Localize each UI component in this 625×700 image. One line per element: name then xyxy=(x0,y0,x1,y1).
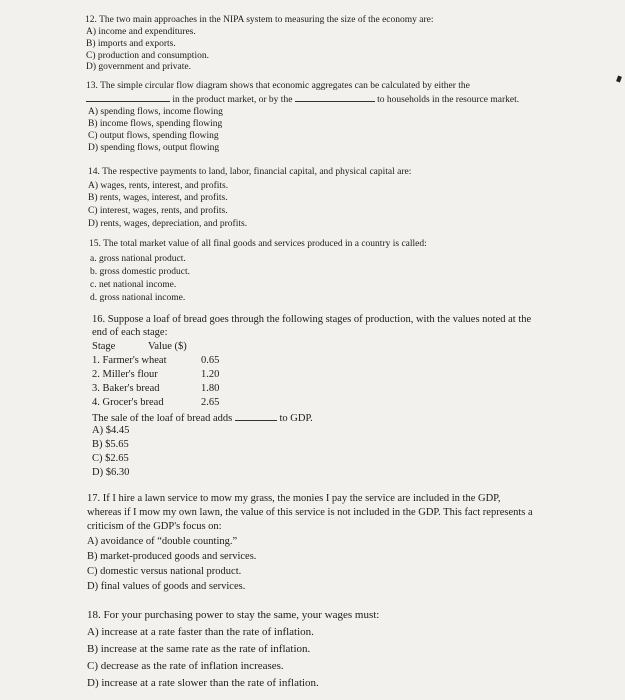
question-12-option-c: C) production and consumption. xyxy=(86,51,209,61)
question-16-text-line1: 16. Suppose a loaf of bread goes through the following stages of production, with the values noted at the xyxy=(92,314,532,325)
table-row-stage: 2. Miller's flour xyxy=(92,369,158,380)
question-16-option-d: D) $6.30 xyxy=(92,467,130,478)
question-13-text-part1: 13. The simple circular flow diagram shows that economic aggregates can be calculated by either the xyxy=(86,81,470,91)
table-row-value: 2.65 xyxy=(201,397,220,408)
question-16-prompt xyxy=(92,411,313,425)
question-15-option-b: b. gross domestic product. xyxy=(90,267,191,277)
question-13-blank-2 xyxy=(295,92,375,102)
question-18-option-b: B) increase at the same rate as the rate of inflation. xyxy=(87,643,311,655)
question-17-option-d: D) final values of goods and services. xyxy=(87,581,246,592)
question-13-option-b: B) income flows, spending flowing xyxy=(88,119,223,129)
question-16-blank xyxy=(235,411,277,421)
question-13-blank-1 xyxy=(86,92,170,102)
table-row-value: 1.20 xyxy=(201,369,220,380)
table-row-value: 0.65 xyxy=(201,355,220,366)
question-12-option-b: B) imports and exports. xyxy=(86,39,176,49)
table-row-value: 1.80 xyxy=(201,383,220,394)
table-row-stage: 4. Grocer's bread xyxy=(92,397,164,408)
question-12-option-d: D) government and private. xyxy=(86,62,191,72)
question-13-text-part2: in the product market, or by the xyxy=(172,95,293,105)
table-row-stage: 3. Baker's bread xyxy=(92,383,160,394)
question-17-text-line3: criticism of the GDP's focus on: xyxy=(87,521,222,532)
question-18-option-d: D) increase at a rate slower than the rate of inflation. xyxy=(87,677,319,689)
question-15-option-d: d. gross national income. xyxy=(90,293,186,303)
question-17-option-c: C) domestic versus national product. xyxy=(87,566,242,577)
table-row-stage: 1. Farmer's wheat xyxy=(92,355,167,366)
question-14-text: 14. The respective payments to land, labor, financial capital, and physical capital are: xyxy=(88,167,412,177)
question-17-text-line1: 17. If I hire a lawn service to mow my grass, the monies I pay the service are included in the GDP, xyxy=(87,493,501,504)
question-16-option-b: B) $5.65 xyxy=(92,439,129,450)
question-17-option-b: B) market-produced goods and services. xyxy=(87,551,257,562)
question-13-option-c: C) output flows, spending flowing xyxy=(88,131,219,141)
edge-mark xyxy=(616,75,622,82)
question-16-text-line2: end of each stage: xyxy=(92,327,168,338)
question-18-text: 18. For your purchasing power to stay the same, your wages must: xyxy=(87,609,380,621)
question-14-option-a: A) wages, rents, interest, and profits. xyxy=(88,181,229,191)
question-17-text-line2: whereas if I mow my own lawn, the value of this service is not included in the GDP. This fact represents a xyxy=(87,507,533,518)
question-16-prompt-part2: to GDP. xyxy=(279,413,313,424)
question-13-option-a: A) spending flows, income flowing xyxy=(88,107,223,117)
question-16-prompt-part1: The sale of the loaf of bread adds xyxy=(92,413,233,424)
stage-column-header: Stage xyxy=(92,341,116,352)
question-15-text: 15. The total market value of all final goods and services produced in a country is called: xyxy=(89,239,427,249)
value-column-header: Value ($) xyxy=(148,341,187,352)
question-16-option-a: A) $4.45 xyxy=(92,425,130,436)
question-13-text-part3: to households in the resource market. xyxy=(377,95,520,105)
question-13-text-line2 xyxy=(86,92,519,106)
question-17-option-a: A) avoidance of “double counting.” xyxy=(87,536,238,547)
question-18-option-c: C) decrease as the rate of inflation increases. xyxy=(87,660,284,672)
question-15-option-a: a. gross national product. xyxy=(90,254,186,264)
question-12-option-a: A) income and expenditures. xyxy=(86,27,196,37)
question-14-option-d: D) rents, wages, depreciation, and profits. xyxy=(88,219,248,229)
question-13-option-d: D) spending flows, output flowing xyxy=(88,143,220,153)
question-15-option-c: c. net national income. xyxy=(90,280,177,290)
question-14-option-b: B) rents, wages, interest, and profits. xyxy=(88,193,228,203)
question-16-option-c: C) $2.65 xyxy=(92,453,129,464)
question-14-option-c: C) interest, wages, rents, and profits. xyxy=(88,206,228,216)
question-12-text: 12. The two main approaches in the NIPA system to measuring the size of the economy are: xyxy=(85,15,434,25)
question-18-option-a: A) increase at a rate faster than the rate of inflation. xyxy=(87,626,314,638)
